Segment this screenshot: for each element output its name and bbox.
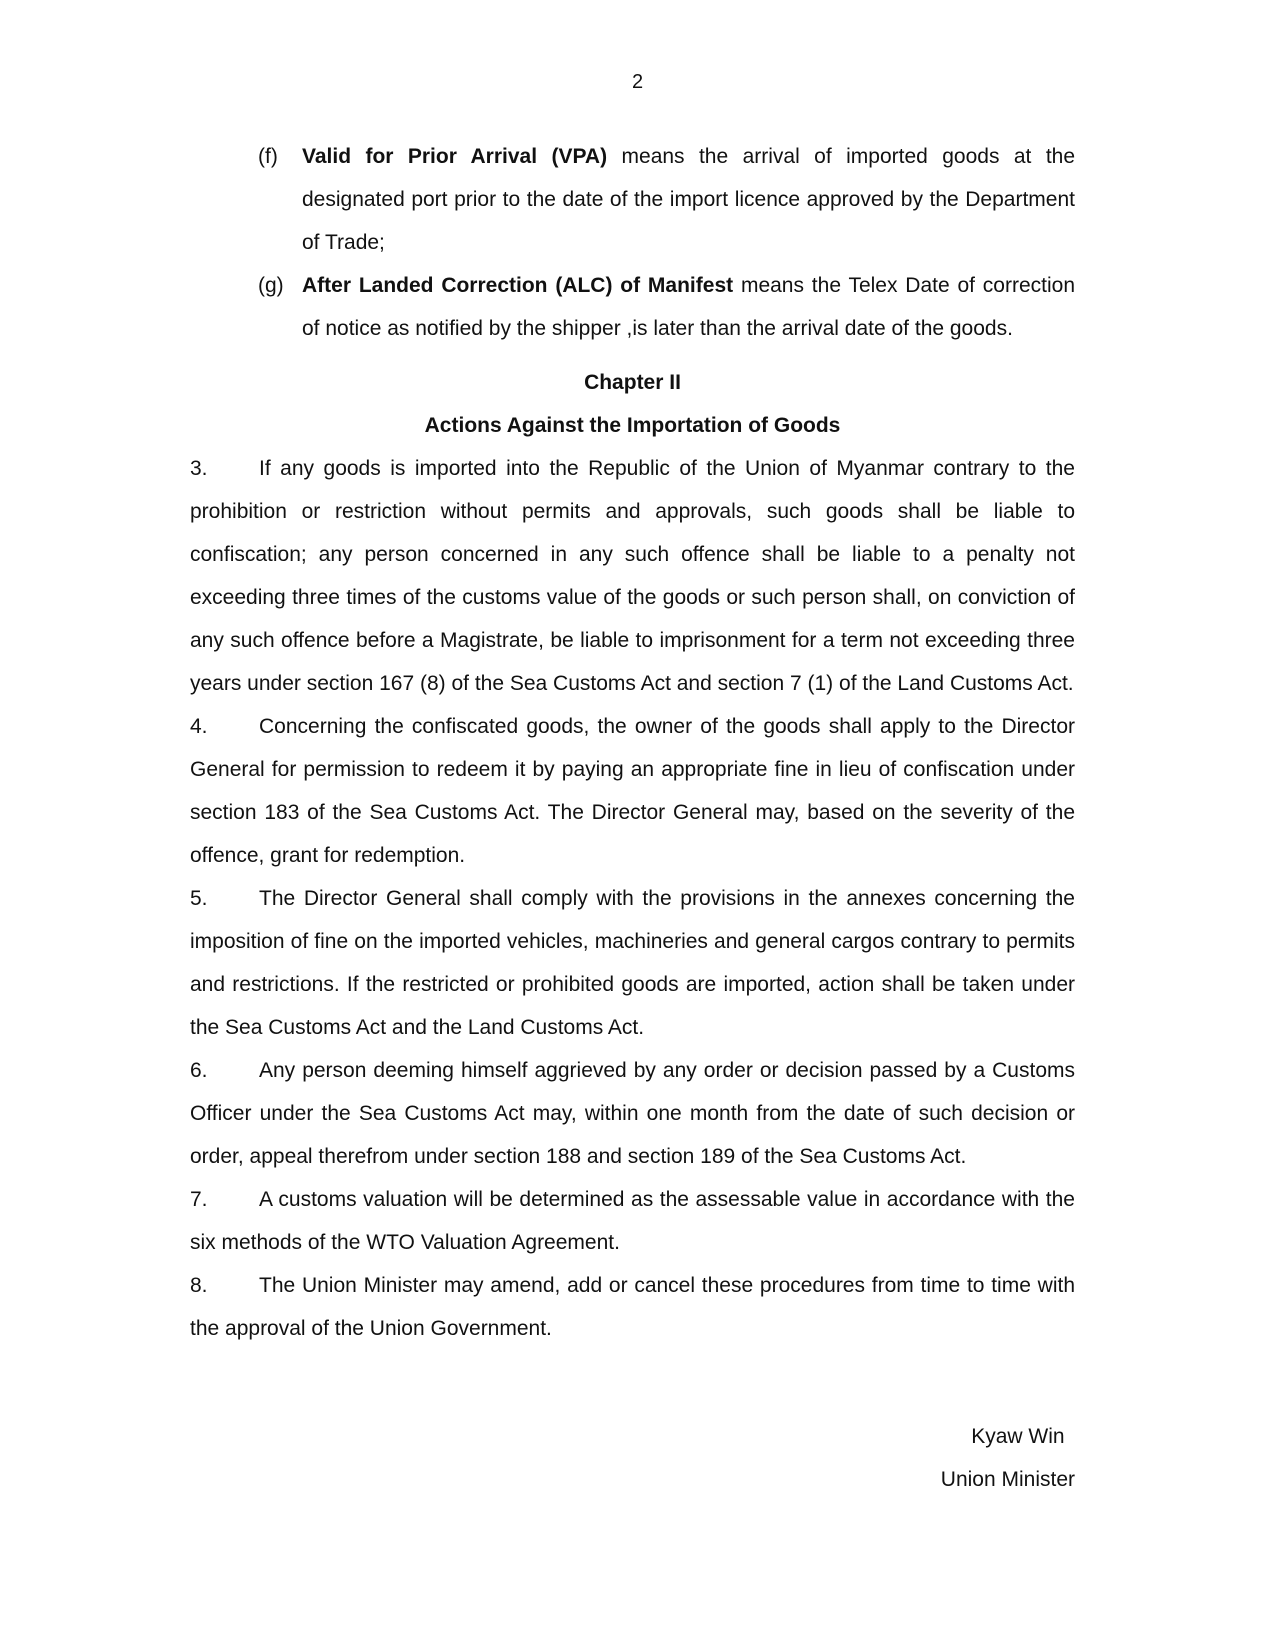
paragraph-4: [190, 705, 1075, 877]
definition-body: [302, 264, 1075, 350]
definition-term: Valid for Prior Arrival (VPA): [302, 145, 608, 168]
signatory-title: Union Minister: [940, 1468, 1075, 1491]
paragraph-number: 3.: [190, 457, 208, 480]
signatory-name: Kyaw Win: [971, 1425, 1065, 1448]
page-number: 2: [631, 71, 644, 93]
paragraph-number: 6.: [190, 1059, 208, 1082]
paragraph-text: If any goods is imported into the Republic of the Union of Myanmar contrary to the prohibition or restriction without permits and approvals, such goods shall be liable to confiscation; any person concerned in any such offence shall be liable to a penalty not exceeding three times of the customs value of the goods or such person shall, on conviction of any such offence before a Magistrate, be liable to imprisonment for a term not exceeding three years under section 167 (8) of the Sea Customs Act and section 7 (1) of the Land Customs Act.: [190, 457, 1075, 695]
definition-text: means the arrival of imported goods at the designated port prior to the date of the import licence approved by the Department of Trade;: [302, 145, 1076, 254]
chapter-number: Chapter II: [584, 371, 681, 394]
paragraph-text: The Union Minister may amend, add or cancel these procedures from time to time with the approval of the Union Government.: [190, 1274, 1075, 1340]
definition-item-g: [258, 264, 1075, 350]
paragraph-number: 4.: [190, 715, 208, 738]
chapter-title: Actions Against the Importation of Goods: [424, 414, 841, 437]
document-body: [190, 135, 1075, 1350]
definition-body: [302, 135, 1075, 264]
definition-letter: (g): [258, 274, 284, 297]
paragraph-text: Any person deeming himself aggrieved by any order or decision passed by a Customs Officer under the Sea Customs Act may, within one month from the date of such decision or order, appeal therefrom under section 188 and section 189 of the Sea Customs Act.: [190, 1059, 1075, 1168]
paragraph-number: 8.: [190, 1274, 208, 1297]
paragraph-text: A customs valuation will be determined as the assessable value in accordance with the six methods of the WTO Valuation Agreement.: [190, 1188, 1075, 1254]
definition-text: means the Telex Date of correction of notice as notified by the shipper ,is later than the arrival date of the goods.: [302, 274, 1076, 340]
definition-term: After Landed Correction (ALC) of Manifest: [302, 274, 734, 297]
definition-letter: (f): [258, 145, 278, 168]
signature-block: [941, 1415, 1075, 1501]
paragraph-6: [190, 1049, 1075, 1178]
paragraph-7: [190, 1178, 1075, 1264]
paragraph-text: Concerning the confiscated goods, the owner of the goods shall apply to the Director General for permission to redeem it by paying an appropriate fine in lieu of confiscation under section 183 of the Sea Customs Act. The Director General may, based on the severity of the offence, grant for redemption.: [190, 715, 1075, 867]
paragraph-number: 7.: [190, 1188, 208, 1211]
paragraph-8: [190, 1264, 1075, 1350]
paragraph-3: [190, 447, 1075, 705]
paragraph-text: The Director General shall comply with the provisions in the annexes concerning the imposition of fine on the imported vehicles, machineries and general cargos contrary to permits and restrictions. If the restricted or prohibited goods are imported, action shall be taken under the Sea Customs Act and the Land Customs Act.: [190, 887, 1075, 1039]
definition-item-f: [258, 135, 1075, 264]
paragraph-number: 5.: [190, 887, 208, 910]
paragraph-5: [190, 877, 1075, 1049]
